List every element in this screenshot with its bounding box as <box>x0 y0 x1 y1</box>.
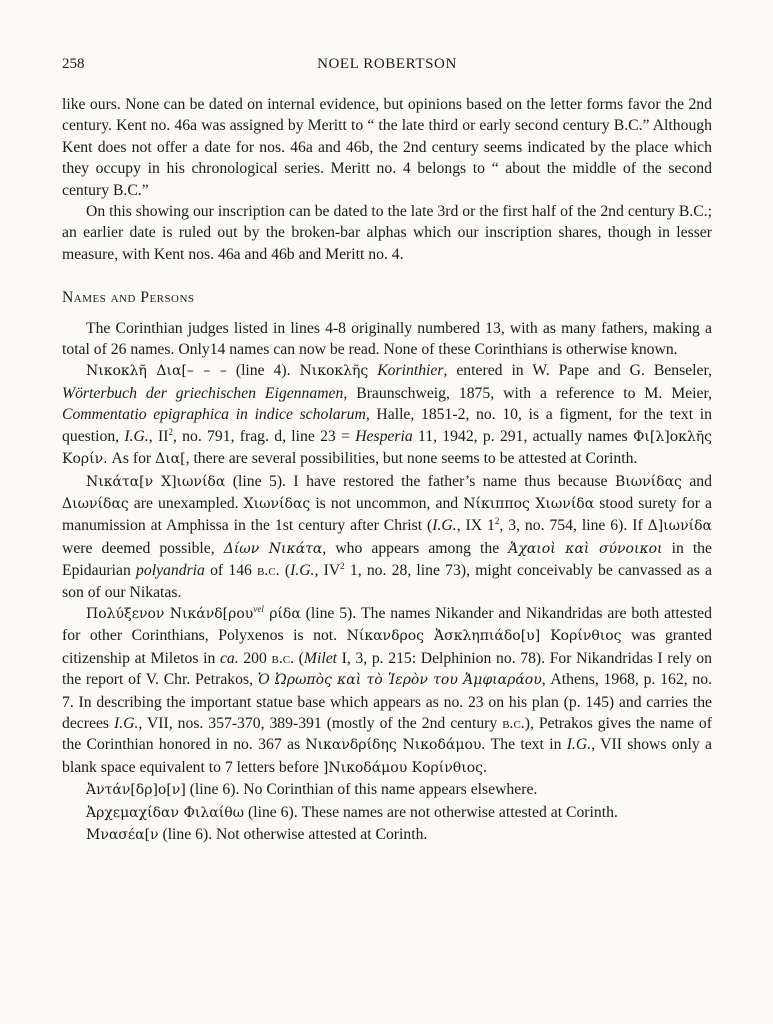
name-entry-nikokles: Νικοκλῆ Δια[– – – (line 4). Νικοκλῆς Korinthier, entered in W. Pape and G. Benseler, Wörterbuch der griechischen Eigennamen, Braunschweig, 1875, with a reference to M. Meier, Commentatio epigraphica in indice scholarum, Halle, 1851-2, no. 10, is a figment, for the text in question, I.G., $II^2$, no. 791, frag. d, line 23 = Hesperia 11, 1942, p. 291, actually names Φι[λ]οκλῆς Κορίν. As for Δια[, there are several possibilities, but none seems to be attested at Corinth. <box>62 362 713 468</box>
entry-lemma: Νικοκλῆ Δια[– – – <box>86 363 227 380</box>
page-header <box>62 56 712 80</box>
entry-lemma: Ἀρχεμαχίδαν Φιλαίθω <box>86 804 245 821</box>
name-entry-antandros: Ἀντάν[δρ]ο[ν] (line 6). No Corinthian of this name appears elsewhere. <box>86 781 538 799</box>
body-text <box>62 94 712 846</box>
section-heading: Names and Persons <box>62 289 195 307</box>
name-entry-mnaseas: Μνασέα[ν (line 6). Not otherwise attested at Corinth. <box>86 826 428 843</box>
paragraph-2: On this showing our inscription can be dated to the late 3rd or the first half of the 2nd century B.C.; an earlier date is ruled out by the broken-bar alphas which our inscription shares, though in lesser measure, with Kent nos. 46a and 46b and Meritt no. 4. <box>62 203 712 263</box>
name-entry-archemachidas: Ἀρχεμαχίδαν Φιλαίθω (line 6). These names are not otherwise attested at Corinth. <box>86 803 618 821</box>
page <box>62 56 712 846</box>
intro-paragraph: The Corinthian judges listed in lines 4-8 originally numbered 13, with as many fathers, making a total of 26 names. Only14 names can now be read. None of these Corinthians is otherwise known. <box>62 319 712 359</box>
entry-lemma: Νικάτα[ν Χ]ιωνίδα <box>86 473 226 490</box>
name-entry-polyxenos: Πολύξενον Νικάνδ[ρου$^{vel}$ ρίδα (line 5). The names Nikander and Nikandridas are both attested for other Corinthians, Polyxenos is not. Νίκανδρος Ἀσκληπιάδο[υ] Κορίνθιος was granted citizenship at Miletos in ca. 200 b.c. (Milet I, 3, p. 215: Delphinion no. 78). For Nikandridas I rely on the report of V. Chr. Petrakos, Ὁ Ὠρωπὸς καὶ τὸ Ἱερὸν του Ἀμφιαράου, Athens, 1968, p. 162, no. 7. In describing the important statue base which appears as no. 23 on his plan (p. 145) and carries the decrees I.G., VII, nos. 357-370, 389-391 (mostly of the 2nd century b.c.), Petrakos gives the name of the Corinthian honored in no. 367 as Νικανδρίδης Νικοδάμου. The text in I.G., VII shows only a blank space equivalent to 7 letters before ]Νικοδάμου Κορίνθιος. <box>62 603 712 776</box>
entry-lemma: Ἀντάν[δρ]ο[ν] <box>86 782 186 799</box>
running-head: NOEL ROBERTSON <box>317 56 457 72</box>
name-entry-nikatas: Νικάτα[ν Χ]ιωνίδα (line 5). I have restored the father’s name thus because Βιωνίδας and Διωνίδας are unexampled. Χιωνίδας is not uncommon, and Νίκιππος Χιωνίδα stood surety for a manumission at Amphissa in the 1st century after Christ (I.G., IX $1^2$, 3, no. 754, line 6). If Δ]ιωνίδα were deemed possible, Δίων Νικάτα, who appears among the Ἀχαιοὶ καὶ σύνοικοι in the Epidaurian polyandria of 146 b.c. (I.G., $IV^2$ 1, no. 28, line 73), might conceivably be canvassed as a son of our Nikatas. <box>62 472 713 601</box>
entry-lemma: Πολύξενον Νικάνδ[ρου <box>86 605 254 622</box>
paragraph-1: like ours. None can be dated on internal evidence, but opinions based on the letter forms favor the 2nd century. Kent no. 46a was assigned by Meritt to “ the late third or early second century B.C.” Although Kent does not offer a date for nos. 46a and 46b, the 2nd century seems indicated by the place which they occupy in his chronological series. Meritt no. 4 belongs to “ about the middle of the second century B.C.” <box>62 96 712 199</box>
page-number: 258 <box>62 56 85 72</box>
entry-lemma: Μνασέα[ν <box>86 827 159 843</box>
